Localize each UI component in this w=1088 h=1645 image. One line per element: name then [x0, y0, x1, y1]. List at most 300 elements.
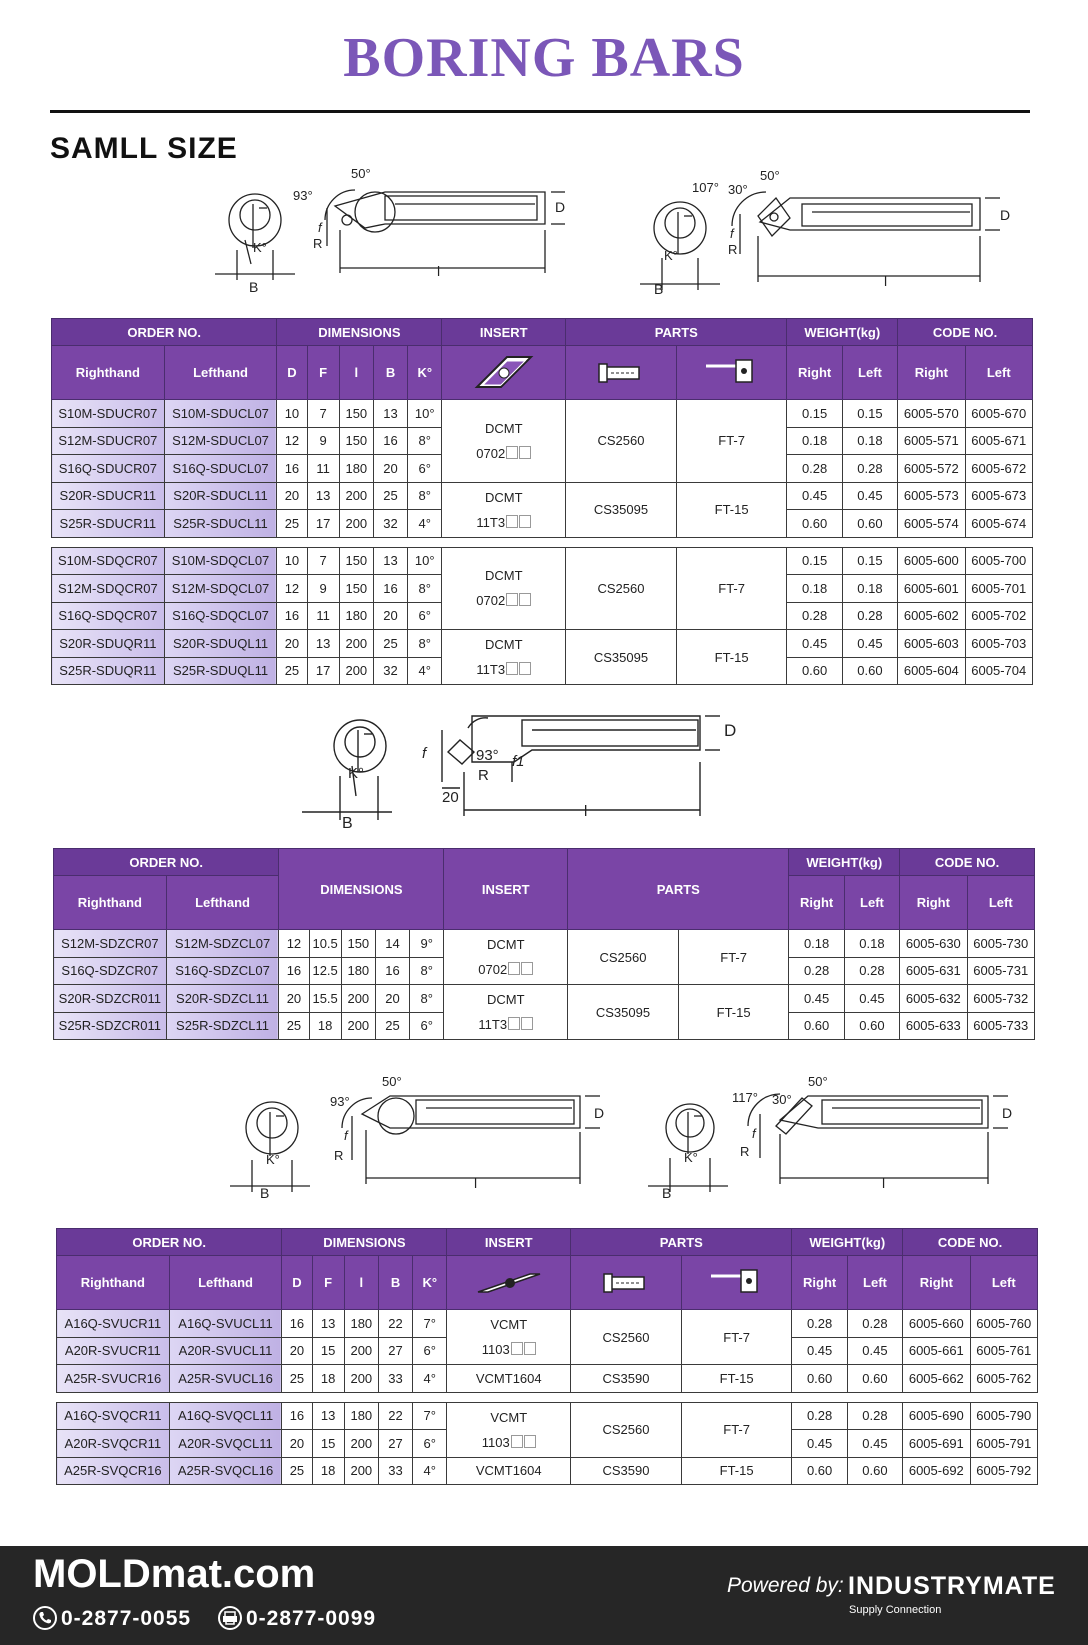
header-parts: PARTS: [568, 849, 789, 930]
header-code-right: Right: [903, 1256, 970, 1310]
dim-k: 4°: [413, 1365, 447, 1393]
dim-b: 27: [378, 1430, 412, 1458]
weight-left: 0.28: [844, 957, 899, 985]
insert-size-code: 0702: [476, 593, 506, 609]
code-left: 6005-760: [970, 1310, 1037, 1338]
weight-right: 0.60: [787, 510, 842, 538]
order-lefthand: S20R-SDUCL11: [164, 482, 277, 510]
blank-box: [506, 662, 518, 675]
dim-f: 13: [307, 630, 339, 658]
dim-l: 200: [344, 1365, 378, 1393]
label-d: D: [724, 721, 737, 740]
order-righthand: A20R-SVQCR11: [57, 1430, 170, 1458]
weight-left: 0.15: [842, 400, 897, 428]
code-left: 6005-703: [965, 630, 1032, 658]
table-row: [52, 547, 1033, 575]
code-right: 6005-571: [898, 427, 965, 455]
dim-f: 18: [312, 1457, 344, 1485]
label-l: l: [584, 803, 588, 820]
order-righthand: S20R-SDUCR11: [52, 482, 165, 510]
insert-code-cell: [442, 400, 566, 483]
blank-box: [506, 593, 518, 606]
header-dimensions: DIMENSIONS: [279, 849, 444, 930]
label-l: l: [437, 263, 441, 279]
label-k: K°: [266, 1152, 280, 1167]
code-left: 6005-733: [967, 1012, 1034, 1040]
dim-d: 12: [277, 575, 307, 603]
dim-b: 25: [373, 482, 407, 510]
label-r: R: [740, 1144, 750, 1159]
blank-box: [511, 1342, 523, 1355]
order-righthand: S10M-SDQCR07: [52, 547, 165, 575]
weight-left: 0.45: [847, 1337, 902, 1365]
dim-l: 200: [339, 482, 373, 510]
label-angle-30: 30°: [772, 1092, 792, 1107]
dim-d: 12: [277, 427, 307, 455]
insert-code: DCMT: [484, 637, 523, 652]
dim-d: 25: [282, 1365, 312, 1393]
dim-b: 13: [373, 547, 407, 575]
dim-k: 6°: [408, 602, 442, 630]
part-screw: CS2560: [571, 1402, 682, 1457]
order-righthand: A16Q-SVUCR11: [57, 1310, 170, 1338]
order-lefthand: S16Q-SDUCL07: [164, 455, 277, 483]
weight-left: 0.15: [842, 547, 897, 575]
footer-phone[interactable]: [33, 1606, 191, 1631]
code-right: 6005-691: [903, 1430, 970, 1458]
order-lefthand: A25R-SVUCL16: [169, 1365, 282, 1393]
code-right: 6005-600: [898, 547, 965, 575]
header-code-left: Left: [965, 346, 1032, 400]
dim-d: 20: [282, 1337, 312, 1365]
footer-brand[interactable]: MOLDmat.com: [33, 1552, 316, 1596]
order-righthand: S12M-SDUCR07: [52, 427, 165, 455]
insert-shape-icon: [447, 1256, 571, 1310]
weight-right: 0.18: [789, 930, 844, 958]
header-lefthand: Lefthand: [166, 876, 279, 930]
dim-k: 10°: [408, 400, 442, 428]
spec-table-sduc: [51, 318, 1033, 685]
weight-right: 0.28: [792, 1402, 847, 1430]
insert-size: [442, 662, 565, 677]
dim-f: 13: [307, 482, 339, 510]
dim-b: 33: [378, 1365, 412, 1393]
part-screw: CS2560: [571, 1310, 682, 1365]
weight-right: 0.18: [787, 427, 842, 455]
dim-d: 20: [277, 630, 307, 658]
table-row: [54, 985, 1035, 1013]
order-lefthand: A16Q-SVUCL11: [169, 1310, 282, 1338]
order-righthand: S16Q-SDQCR07: [52, 602, 165, 630]
order-righthand: S10M-SDUCR07: [52, 400, 165, 428]
dim-b: 20: [373, 602, 407, 630]
dim-f: 18: [312, 1365, 344, 1393]
weight-left: 0.28: [847, 1402, 902, 1430]
weight-right: 0.60: [789, 1012, 844, 1040]
header-insert: INSERT: [442, 319, 566, 346]
header-order-no: ORDER NO.: [57, 1229, 282, 1256]
dim-f: 12.5: [309, 957, 341, 985]
header-code-left: Left: [970, 1256, 1037, 1310]
footer-bar: [0, 1546, 1088, 1645]
boring-bar-diagram-svqcr: [648, 1070, 1048, 1200]
dim-b: 20: [373, 455, 407, 483]
label-b: B: [249, 279, 259, 295]
code-right: 6005-630: [900, 930, 967, 958]
key-part-icon: [681, 1256, 792, 1310]
insert-code: DCMT: [484, 489, 523, 505]
dim-l: 200: [344, 1457, 378, 1485]
code-right: 6005-692: [903, 1457, 970, 1485]
code-left: 6005-761: [970, 1337, 1037, 1365]
header-dimensions: DIMENSIONS: [277, 319, 442, 346]
screw-part-icon: [566, 346, 677, 400]
dim-d: 25: [277, 510, 307, 538]
boring-bar-diagram-sdqcr: [640, 168, 1040, 296]
header-weight-right: Right: [789, 876, 844, 930]
dim-k: 4°: [413, 1457, 447, 1485]
part-key: FT-15: [681, 1457, 792, 1485]
insert-size: [444, 962, 567, 977]
dim-f: 13: [312, 1402, 344, 1430]
blank-box: [519, 515, 531, 528]
code-left: 6005-792: [970, 1457, 1037, 1485]
label-20: 20: [442, 789, 459, 806]
dim-d: 20: [277, 482, 307, 510]
dim-k: 8°: [408, 630, 442, 658]
header-righthand: Righthand: [57, 1256, 170, 1310]
header-f: F: [307, 346, 339, 400]
phone-icon: [33, 1606, 57, 1630]
order-lefthand: A20R-SVUCL11: [169, 1337, 282, 1365]
dim-l: 200: [341, 985, 375, 1013]
weight-left: 0.45: [847, 1430, 902, 1458]
weight-right: 0.45: [787, 482, 842, 510]
header-d: D: [277, 346, 307, 400]
label-angle-93: 93°: [330, 1094, 350, 1109]
weight-right: 0.15: [787, 400, 842, 428]
order-lefthand: S10M-SDQCL07: [164, 547, 277, 575]
code-left: 6005-673: [965, 482, 1032, 510]
dim-f: 11: [307, 455, 339, 483]
blank-box: [511, 1435, 523, 1448]
dim-b: 16: [375, 957, 409, 985]
part-key: FT-15: [676, 482, 787, 537]
order-lefthand: A16Q-SVQCL11: [169, 1402, 282, 1430]
insert-code: DCMT: [486, 992, 525, 1007]
order-righthand: S12M-SDQCR07: [52, 575, 165, 603]
dim-k: 7°: [413, 1402, 447, 1430]
blank-box: [519, 446, 531, 459]
dim-b: 22: [378, 1402, 412, 1430]
label-b: B: [654, 281, 664, 296]
label-angle-50: 50°: [760, 168, 780, 183]
part-screw: CS35095: [568, 985, 679, 1040]
screw-part-icon: [571, 1256, 682, 1310]
order-righthand: S25R-SDUQR11: [52, 657, 165, 685]
label-d: D: [1000, 207, 1011, 223]
header-f: F: [312, 1256, 344, 1310]
footer-fax[interactable]: [218, 1606, 376, 1631]
weight-right: 0.45: [792, 1337, 847, 1365]
header-b: B: [378, 1256, 412, 1310]
dim-k: 6°: [410, 1012, 444, 1040]
dim-d: 12: [279, 930, 309, 958]
dim-k: 4°: [408, 510, 442, 538]
dim-d: 16: [277, 455, 307, 483]
code-right: 6005-662: [903, 1365, 970, 1393]
order-lefthand: S12M-SDUCL07: [164, 427, 277, 455]
header-l: l: [339, 346, 373, 400]
label-l: l: [882, 1175, 886, 1191]
dim-d: 20: [282, 1430, 312, 1458]
dim-k: 7°: [413, 1310, 447, 1338]
table-row: [57, 1457, 1038, 1485]
order-lefthand: S16Q-SDQCL07: [164, 602, 277, 630]
insert-size-code: 11T3: [478, 1017, 508, 1032]
header-parts: PARTS: [566, 319, 787, 346]
industrymate-logo[interactable]: INDUSTRYMATE: [848, 1572, 1056, 1600]
insert-size: [442, 593, 565, 608]
dim-d: 10: [277, 547, 307, 575]
dim-l: 200: [341, 1012, 375, 1040]
dim-l: 200: [339, 630, 373, 658]
order-lefthand: S10M-SDUCL07: [164, 400, 277, 428]
code-left: 6005-671: [965, 427, 1032, 455]
weight-left: 0.60: [842, 510, 897, 538]
insert-size: [444, 1017, 567, 1032]
dim-l: 200: [339, 510, 373, 538]
dim-k: 8°: [408, 482, 442, 510]
part-key: FT-7: [676, 547, 787, 630]
dim-b: 27: [378, 1337, 412, 1365]
header-code-left: Left: [967, 876, 1034, 930]
dim-d: 16: [282, 1402, 312, 1430]
code-right: 6005-574: [898, 510, 965, 538]
boring-bar-diagram-svucr: [230, 1070, 630, 1200]
weight-left: 0.60: [844, 1012, 899, 1040]
header-dimensions: DIMENSIONS: [282, 1229, 447, 1256]
order-righthand: S16Q-SDUCR07: [52, 455, 165, 483]
dim-b: 32: [373, 657, 407, 685]
dim-l: 150: [339, 400, 373, 428]
header-k: K°: [408, 346, 442, 400]
weight-left: 0.60: [847, 1365, 902, 1393]
code-right: 6005-603: [898, 630, 965, 658]
dim-k: 6°: [408, 455, 442, 483]
dim-d: 20: [279, 985, 309, 1013]
insert-code-cell: [444, 930, 568, 985]
dim-b: 16: [373, 427, 407, 455]
dim-f: 15.5: [309, 985, 341, 1013]
insert-code: VCMT1604: [447, 1365, 571, 1393]
header-d: D: [282, 1256, 312, 1310]
order-lefthand: S20R-SDUQL11: [164, 630, 277, 658]
weight-left: 0.28: [842, 602, 897, 630]
code-left: 6005-731: [967, 957, 1034, 985]
header-weight: WEIGHT(kg): [792, 1229, 903, 1256]
label-k: K°: [253, 240, 267, 255]
code-right: 6005-633: [900, 1012, 967, 1040]
code-right: 6005-570: [898, 400, 965, 428]
part-key: FT-7: [676, 400, 787, 483]
insert-size-code: 0702: [478, 962, 508, 977]
part-key: FT-7: [681, 1310, 792, 1365]
insert-code-cell: [444, 985, 568, 1040]
header-weight: WEIGHT(kg): [787, 319, 898, 346]
code-left: 6005-700: [965, 547, 1032, 575]
label-angle-50: 50°: [808, 1074, 828, 1089]
insert-size-code: 11T3: [476, 514, 506, 530]
label-f: f: [730, 226, 734, 241]
part-key: FT-7: [678, 930, 789, 985]
label-angle-50: 50°: [351, 168, 371, 181]
part-screw: CS2560: [568, 930, 679, 985]
header-order-no: ORDER NO.: [54, 849, 279, 876]
label-f: f: [344, 1128, 348, 1143]
insert-code: VCMT1604: [447, 1457, 571, 1485]
code-right: 6005-573: [898, 482, 965, 510]
table-row: [57, 1402, 1038, 1430]
dim-d: 16: [282, 1310, 312, 1338]
header-k: K°: [413, 1256, 447, 1310]
boring-bar-diagram-sducr: [215, 168, 615, 296]
label-r: R: [313, 236, 323, 251]
weight-right: 0.60: [787, 657, 842, 685]
label-angle-117: 117°: [732, 1090, 758, 1105]
label-d: D: [1002, 1105, 1013, 1121]
part-screw: CS3590: [571, 1457, 682, 1485]
code-left: 6005-674: [965, 510, 1032, 538]
header-righthand: Righthand: [54, 876, 167, 930]
weight-right: 0.15: [787, 547, 842, 575]
label-r: R: [728, 242, 738, 257]
label-k: K°: [348, 765, 365, 782]
code-left: 6005-701: [965, 575, 1032, 603]
insert-size: [447, 1435, 570, 1450]
dim-k: 8°: [408, 575, 442, 603]
weight-right: 0.45: [787, 630, 842, 658]
footer-fax-number: 0-2877-0099: [246, 1607, 377, 1630]
weight-right: 0.28: [792, 1310, 847, 1338]
code-right: 6005-661: [903, 1337, 970, 1365]
label-angle-93: 93°: [293, 188, 313, 203]
dim-f: 11: [307, 602, 339, 630]
order-lefthand: S12M-SDQCL07: [164, 575, 277, 603]
industrymate-tagline: Supply Connection: [849, 1604, 942, 1616]
dim-l: 150: [339, 575, 373, 603]
label-l: l: [884, 273, 888, 289]
insert-code-cell: [442, 547, 566, 630]
blank-box: [524, 1435, 536, 1448]
insert-code: DCMT: [486, 937, 525, 952]
dim-f: 17: [307, 510, 339, 538]
label-d: D: [594, 1105, 605, 1121]
weight-right: 0.60: [792, 1365, 847, 1393]
label-f: f: [752, 1126, 756, 1141]
label-angle-50: 50°: [382, 1074, 402, 1089]
label-d: D: [555, 199, 566, 215]
dim-d: 25: [279, 1012, 309, 1040]
order-righthand: S25R-SDUCR11: [52, 510, 165, 538]
insert-size-code: 11T3: [476, 662, 506, 677]
label-l: l: [474, 1175, 478, 1191]
table-row: [52, 630, 1033, 658]
blank-box: [519, 662, 531, 675]
weight-left: 0.60: [847, 1457, 902, 1485]
fax-icon: [218, 1606, 242, 1630]
dim-b: 13: [373, 400, 407, 428]
order-righthand: A25R-SVQCR16: [57, 1457, 170, 1485]
header-parts: PARTS: [571, 1229, 792, 1256]
header-insert: INSERT: [444, 849, 568, 930]
dim-k: 8°: [410, 957, 444, 985]
weight-right: 0.18: [787, 575, 842, 603]
key-part-icon: [676, 346, 787, 400]
insert-size: [447, 1342, 570, 1357]
dim-f: 7: [307, 400, 339, 428]
code-right: 6005-631: [900, 957, 967, 985]
dim-d: 25: [282, 1457, 312, 1485]
spec-table-svuc: [56, 1228, 1038, 1485]
spec-table-sdzc: [53, 848, 1035, 1040]
dim-k: 8°: [410, 985, 444, 1013]
part-key: FT-15: [676, 630, 787, 685]
dim-b: 14: [375, 930, 409, 958]
header-code-no: CODE NO.: [898, 319, 1033, 346]
header-weight: WEIGHT(kg): [789, 849, 900, 876]
insert-size-code: 0702: [476, 445, 506, 461]
weight-left: 0.18: [842, 575, 897, 603]
order-righthand: S16Q-SDZCR07: [54, 957, 167, 985]
code-left: 6005-791: [970, 1430, 1037, 1458]
dim-f: 9: [307, 575, 339, 603]
label-f: f: [422, 745, 427, 762]
dim-l: 200: [344, 1337, 378, 1365]
insert-size: [442, 446, 565, 461]
label-angle-107: 107°: [692, 180, 719, 195]
part-screw: CS35095: [566, 630, 677, 685]
code-right: 6005-690: [903, 1402, 970, 1430]
dim-l: 150: [341, 930, 375, 958]
dim-k: 8°: [408, 427, 442, 455]
weight-left: 0.45: [842, 630, 897, 658]
dim-b: 33: [378, 1457, 412, 1485]
dim-f: 10.5: [309, 930, 341, 958]
dim-k: 6°: [413, 1430, 447, 1458]
insert-code-cell: [447, 1310, 571, 1365]
label-k: K°: [664, 248, 678, 263]
boring-bar-diagram-sdzcr: [300, 700, 800, 830]
insert-code: VCMT: [490, 1409, 528, 1425]
dim-d: 25: [277, 657, 307, 685]
label-angle-93: 93°: [476, 747, 499, 764]
label-r: R: [334, 1148, 344, 1163]
order-righthand: S12M-SDZCR07: [54, 930, 167, 958]
order-lefthand: A25R-SVQCL16: [169, 1457, 282, 1485]
header-l: l: [344, 1256, 378, 1310]
label-angle-30: 30°: [728, 182, 748, 197]
header-code-no: CODE NO.: [903, 1229, 1038, 1256]
dim-f: 15: [312, 1430, 344, 1458]
dim-k: 6°: [413, 1337, 447, 1365]
dim-f: 18: [309, 1012, 341, 1040]
header-righthand: Righthand: [52, 346, 165, 400]
insert-code-cell: [447, 1402, 571, 1457]
part-key: FT-15: [681, 1365, 792, 1393]
label-b: B: [662, 1185, 672, 1200]
dim-k: 9°: [410, 930, 444, 958]
